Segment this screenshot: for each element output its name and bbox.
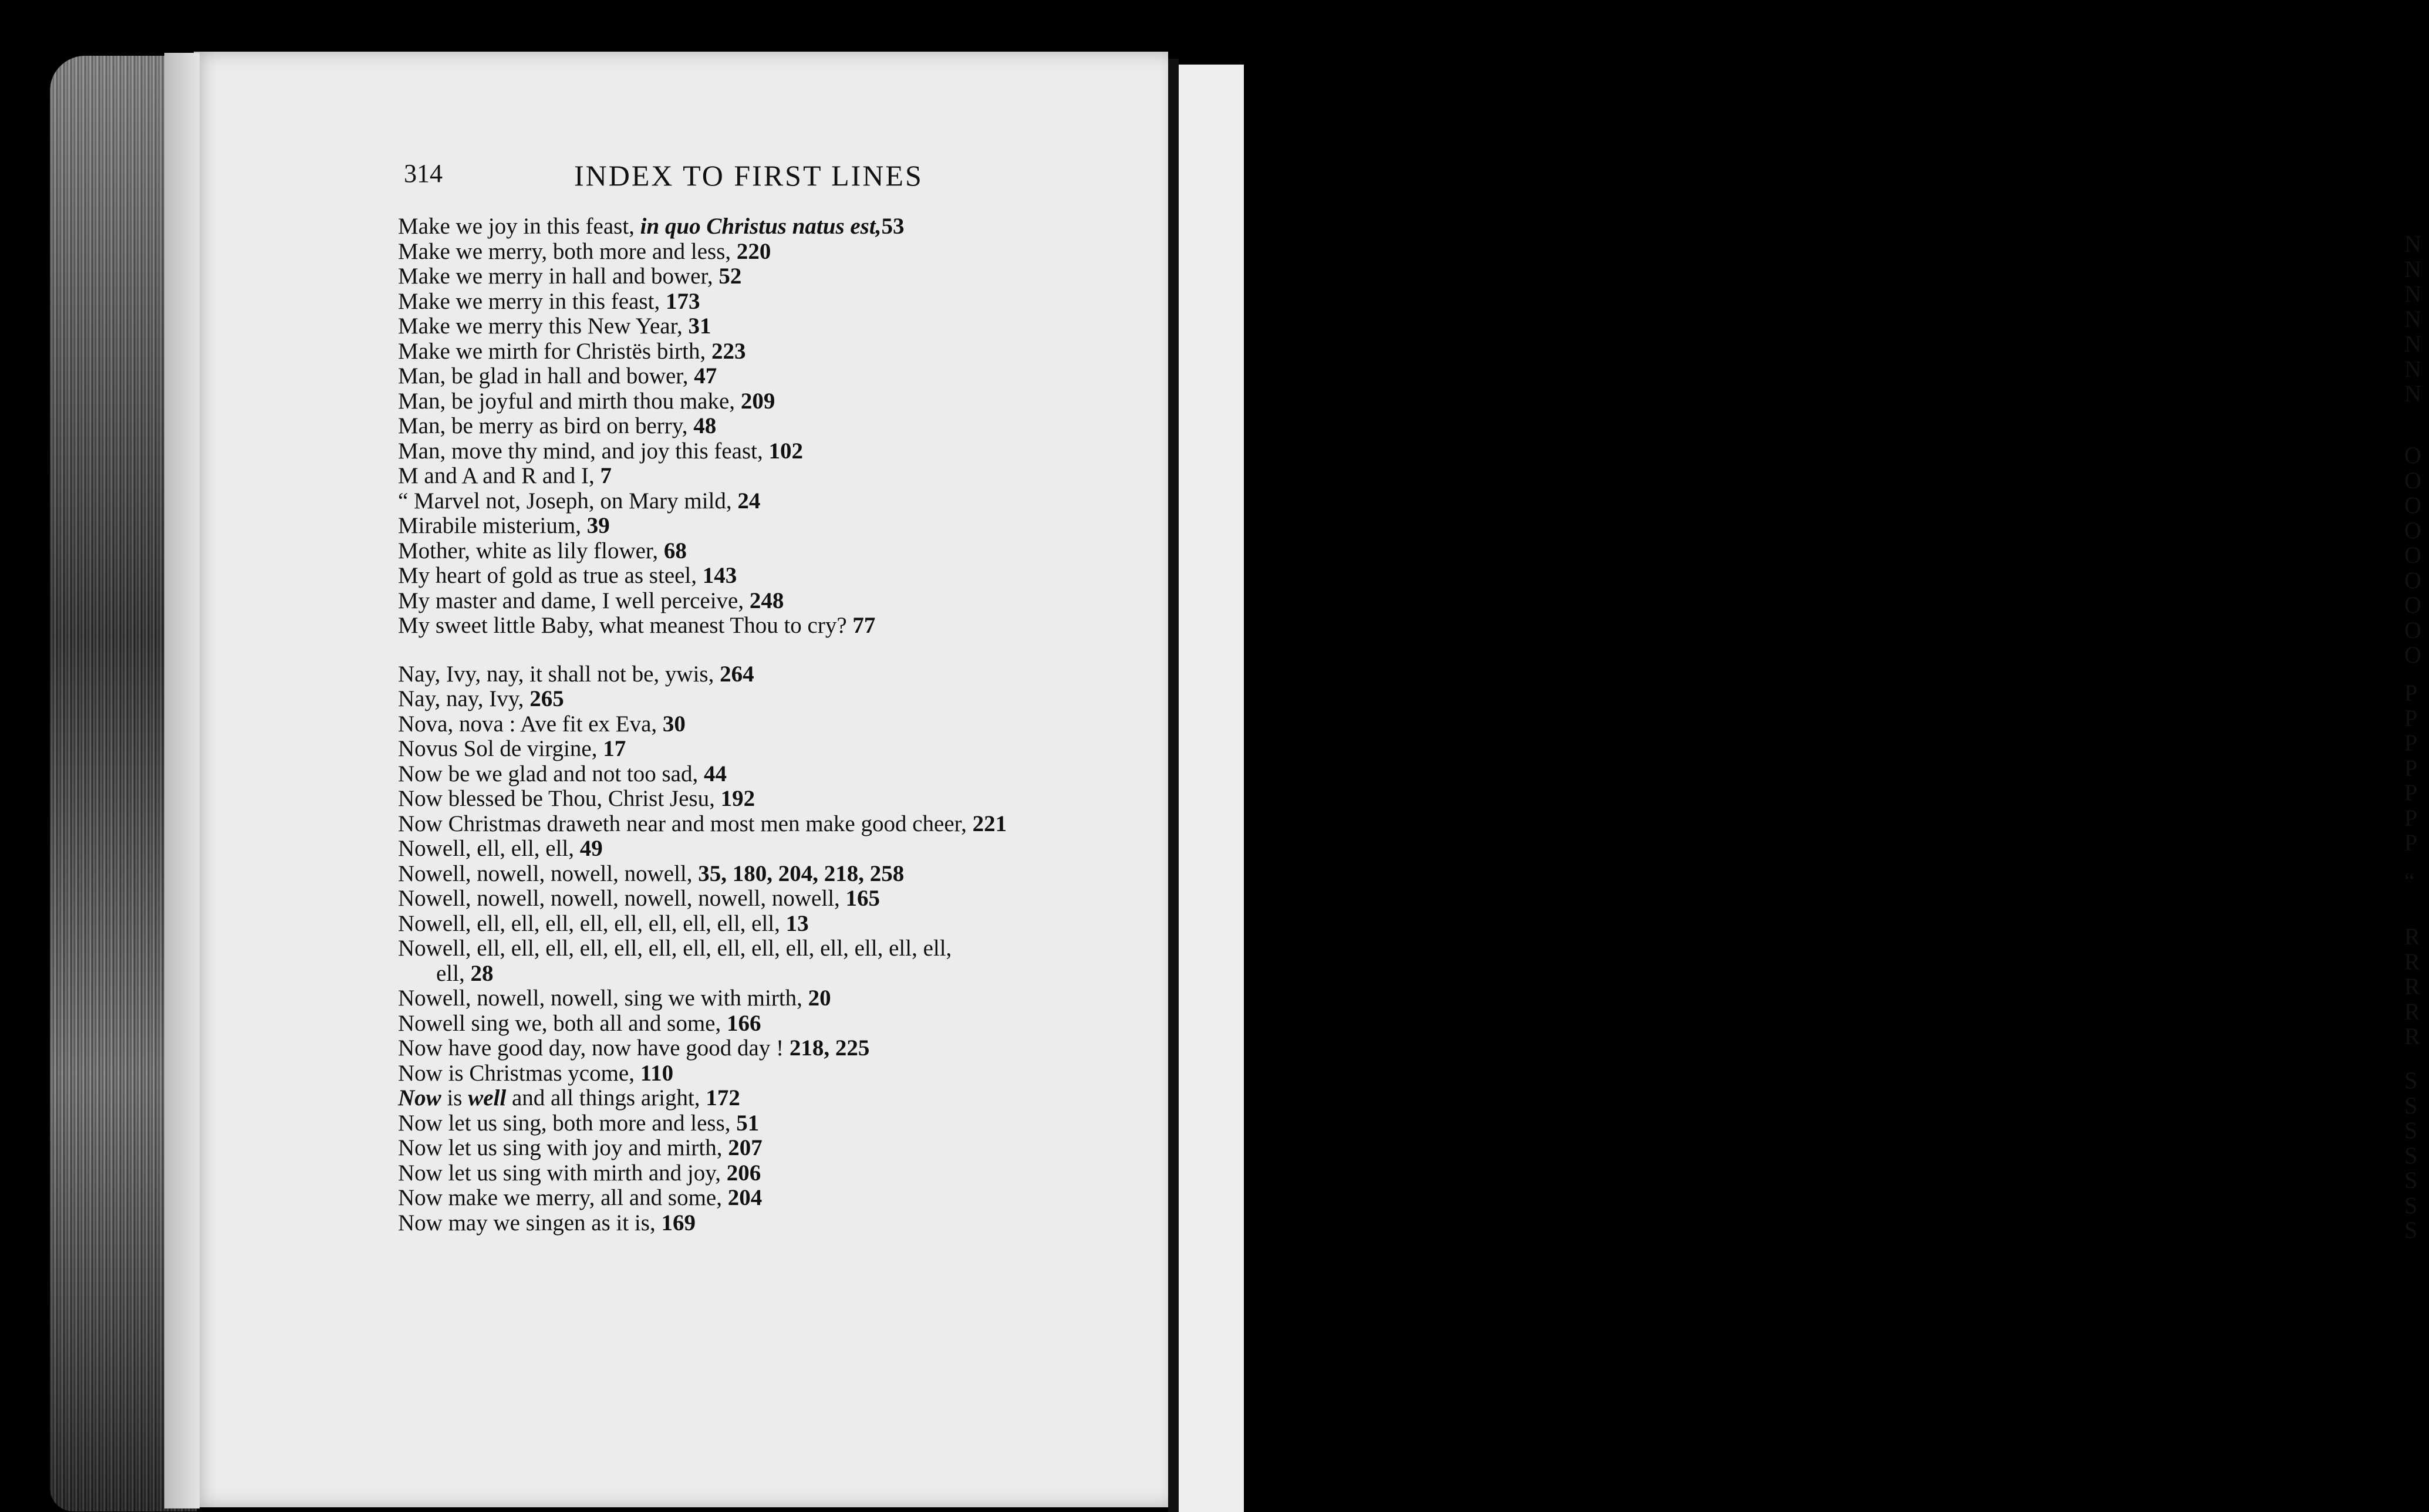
facing-page-initial: P bbox=[2404, 804, 2418, 831]
entry-text: Nova, nova : Ave fit ex Eva, bbox=[398, 711, 663, 737]
entry-text: Make we merry in this feast, bbox=[398, 288, 666, 314]
entry-page-number: 248 bbox=[749, 588, 784, 613]
entry-page-number: 52 bbox=[718, 264, 742, 289]
entry-text: Nowell sing we, both all and some, bbox=[398, 1010, 727, 1036]
facing-page-initial: P bbox=[2404, 704, 2418, 731]
facing-page-initial: P bbox=[2404, 779, 2418, 806]
facing-page-initial: R bbox=[2404, 998, 2420, 1025]
facing-page-initial: P bbox=[2404, 829, 2418, 856]
index-entry bbox=[398, 712, 1132, 737]
index-entry-list bbox=[398, 214, 1132, 1236]
entry-page-number: 165 bbox=[845, 886, 880, 911]
facing-page-initial: P bbox=[2404, 730, 2418, 756]
entry-text: Nowell, nowell, nowell, nowell, bbox=[398, 860, 699, 886]
entry-text: Now may we singen as it is, bbox=[398, 1210, 662, 1236]
entry-page-number: 221 bbox=[972, 811, 1007, 836]
facing-page-initial: P bbox=[2404, 754, 2418, 781]
facing-page-initial: O bbox=[2404, 492, 2421, 518]
index-entry bbox=[398, 539, 1132, 564]
facing-page-initial: S bbox=[2404, 1192, 2418, 1219]
entry-page-number: 44 bbox=[703, 761, 727, 787]
index-entry bbox=[398, 836, 1132, 862]
entry-text: Nowell, nowell, nowell, sing we with mirth, bbox=[398, 986, 808, 1011]
facing-page-initial: N bbox=[2404, 380, 2421, 407]
index-entry bbox=[398, 489, 1132, 514]
entry-text: is bbox=[441, 1085, 468, 1111]
entry-page-number: 264 bbox=[720, 661, 754, 687]
entry-page-number: 173 bbox=[665, 288, 700, 314]
entry-text: My sweet little Baby, what meanest Thou to cry? bbox=[398, 613, 853, 638]
facing-page-initial: O bbox=[2404, 616, 2421, 643]
entry-text: Now blessed be Thou, Christ Jesu, bbox=[398, 786, 721, 811]
index-entry bbox=[398, 1161, 1132, 1186]
facing-page-initial: S bbox=[2404, 1217, 2418, 1243]
entry-page-number: 77 bbox=[852, 613, 876, 638]
index-entry bbox=[398, 936, 1132, 986]
entry-text: Now Christmas draweth near and most men make good cheer, bbox=[398, 811, 973, 836]
facing-page-initial: R bbox=[2404, 973, 2420, 1000]
index-entry bbox=[398, 1086, 1132, 1111]
facing-page-initial: O bbox=[2404, 442, 2421, 468]
entry-text: My master and dame, I well perceive, bbox=[398, 588, 750, 613]
entry-page-number: 35, 180, 204, 218, 258 bbox=[698, 860, 905, 886]
facing-page-initial: S bbox=[2404, 1167, 2418, 1193]
entry-text: Nowell, ell, ell, ell, ell, ell, ell, ell, ell, ell, ell, ell, ell, ell, ell, bbox=[398, 936, 952, 961]
index-entry bbox=[398, 986, 1132, 1011]
entry-italic-text: in quo Christus natus est, bbox=[640, 214, 882, 239]
index-entry bbox=[398, 314, 1132, 339]
facing-page-initial: S bbox=[2404, 1117, 2418, 1143]
entry-text: Now let us sing with joy and mirth, bbox=[398, 1135, 728, 1160]
entry-page-number: 192 bbox=[720, 786, 755, 811]
facing-page-initial: R bbox=[2404, 923, 2420, 950]
index-entry bbox=[398, 214, 1132, 239]
entry-page-number: 13 bbox=[785, 910, 809, 936]
facing-page-initial: R bbox=[2404, 1023, 2420, 1049]
entry-text: Make we mirth for Christës birth, bbox=[398, 338, 711, 364]
index-entry bbox=[398, 414, 1132, 439]
entry-page-number: 220 bbox=[736, 238, 771, 264]
entry-page-number: 209 bbox=[740, 388, 775, 414]
entry-text: Nay, Ivy, nay, it shall not be, ywis, bbox=[398, 661, 720, 687]
entry-text: Now is Christmas ycome, bbox=[398, 1060, 640, 1086]
index-entry bbox=[398, 787, 1132, 812]
index-entry bbox=[398, 264, 1132, 289]
index-entry bbox=[398, 339, 1132, 365]
entry-page-number: 206 bbox=[726, 1160, 761, 1186]
index-entry bbox=[398, 1211, 1132, 1236]
entry-page-number: 204 bbox=[727, 1185, 763, 1210]
index-entry bbox=[398, 1061, 1132, 1086]
index-entry bbox=[398, 1136, 1132, 1161]
entry-page-number: 265 bbox=[529, 686, 564, 711]
index-entry bbox=[398, 762, 1132, 787]
entry-page-number: 51 bbox=[736, 1110, 760, 1136]
index-entry bbox=[398, 1011, 1132, 1037]
entry-page-number: 218, 225 bbox=[789, 1035, 870, 1061]
facing-page bbox=[1179, 65, 2421, 1512]
index-entry bbox=[398, 687, 1132, 712]
facing-page-initial: O bbox=[2404, 642, 2421, 668]
index-entry bbox=[398, 589, 1132, 614]
index-entry bbox=[398, 389, 1132, 414]
entry-text: Novus Sol de virgine, bbox=[398, 736, 603, 761]
entry-text: “ Marvel not, Joseph, on Mary mild, bbox=[398, 488, 738, 514]
entry-page-number: 110 bbox=[640, 1060, 674, 1086]
entry-text: Man, move thy mind, and joy this feast, bbox=[398, 438, 769, 464]
facing-page-initial: O bbox=[2404, 566, 2421, 593]
index-entry bbox=[398, 1111, 1132, 1136]
entry-page-number: 48 bbox=[693, 413, 717, 438]
entry-text: Mother, white as lily flower, bbox=[398, 538, 664, 563]
facing-page-initial: R bbox=[2404, 948, 2420, 975]
entry-text: Now let us sing, both more and less, bbox=[398, 1110, 737, 1136]
entry-italic-text: Now bbox=[398, 1085, 441, 1111]
facing-page-initial: “ bbox=[2404, 868, 2415, 894]
index-entry bbox=[398, 364, 1132, 389]
entry-text: Now make we merry, all and some, bbox=[398, 1185, 728, 1210]
facing-page-initial: O bbox=[2404, 542, 2421, 568]
entry-italic-text: well bbox=[468, 1085, 507, 1111]
entry-page-number: 30 bbox=[662, 711, 686, 737]
entry-page-number: 102 bbox=[768, 438, 804, 464]
entry-page-number: 7 bbox=[600, 463, 612, 488]
index-entry bbox=[398, 862, 1132, 887]
entry-page-number: 166 bbox=[727, 1010, 761, 1036]
entry-text: Man, be joyful and mirth thou make, bbox=[398, 388, 741, 414]
entry-page-number: 207 bbox=[728, 1135, 763, 1160]
page-curl-shadow bbox=[164, 53, 200, 1508]
facing-page-initial: O bbox=[2404, 517, 2421, 544]
entry-page-number: 47 bbox=[694, 363, 717, 389]
entry-text: Make we merry in hall and bower, bbox=[398, 264, 719, 289]
entry-text: Nowell, ell, ell, ell, ell, ell, ell, ell, ell, ell, bbox=[398, 910, 786, 936]
facing-page-initial: S bbox=[2404, 1067, 2418, 1094]
facing-page-initial: S bbox=[2404, 1092, 2418, 1119]
facing-page-initial: S bbox=[2404, 1142, 2418, 1169]
index-entry bbox=[398, 1036, 1132, 1061]
entry-page-number: 39 bbox=[586, 513, 610, 538]
entry-page-number: 49 bbox=[579, 836, 603, 861]
index-entry bbox=[398, 563, 1132, 589]
facing-page-initial: O bbox=[2404, 592, 2421, 618]
entry-text: Nowell, nowell, nowell, nowell, nowell, nowell, bbox=[398, 886, 846, 911]
entry-text: ell, bbox=[436, 960, 471, 986]
index-entry bbox=[398, 514, 1132, 539]
entry-page-number: 143 bbox=[702, 563, 737, 588]
entry-page-number: 53 bbox=[881, 214, 905, 239]
facing-page-initial: P bbox=[2404, 680, 2418, 706]
index-entry bbox=[398, 1186, 1132, 1211]
facing-page-initial: N bbox=[2404, 305, 2421, 332]
index-entry bbox=[398, 812, 1132, 837]
entry-page-number: 17 bbox=[603, 736, 626, 761]
entry-text: Make we joy in this feast, bbox=[398, 214, 640, 239]
page-number: 314 bbox=[404, 159, 443, 188]
page-header-title: INDEX TO FIRST LINES bbox=[574, 159, 923, 192]
entry-page-number: 31 bbox=[688, 313, 711, 339]
entry-page-number: 28 bbox=[470, 960, 494, 986]
facing-page-initial: N bbox=[2404, 355, 2421, 382]
entry-text: Make we merry this New Year, bbox=[398, 313, 689, 339]
entry-text: My heart of gold as true as steel, bbox=[398, 563, 703, 588]
facing-page-initial: N bbox=[2404, 330, 2421, 357]
entry-page-number: 169 bbox=[661, 1210, 696, 1236]
facing-page-initial: N bbox=[2404, 255, 2421, 282]
entry-text: Now have good day, now have good day ! bbox=[398, 1035, 790, 1061]
index-entry bbox=[398, 289, 1132, 315]
entry-page-number: 24 bbox=[737, 488, 761, 514]
entry-text: Now let us sing with mirth and joy, bbox=[398, 1160, 727, 1186]
book-gutter bbox=[1168, 59, 1179, 1512]
entry-text: Now be we glad and not too sad, bbox=[398, 761, 704, 787]
index-entry bbox=[398, 886, 1132, 912]
entry-continuation bbox=[398, 961, 1132, 987]
index-entry bbox=[398, 439, 1132, 464]
entry-text: Man, be glad in hall and bower, bbox=[398, 363, 694, 389]
facing-page-initial: N bbox=[2404, 281, 2421, 307]
index-entry bbox=[398, 613, 1132, 639]
entry-text: Nowell, ell, ell, ell, bbox=[398, 836, 580, 861]
facing-page-initial: N bbox=[2404, 231, 2421, 257]
entry-text: Make we merry, both more and less, bbox=[398, 238, 737, 264]
entry-page-number: 172 bbox=[706, 1085, 740, 1111]
index-entry bbox=[398, 464, 1132, 489]
index-entry bbox=[398, 239, 1132, 265]
entry-page-number: 20 bbox=[808, 986, 831, 1011]
entry-text: Mirabile misterium, bbox=[398, 513, 587, 538]
entry-page-number: 68 bbox=[663, 538, 687, 563]
entry-text: Nay, nay, Ivy, bbox=[398, 686, 530, 711]
facing-page-initial: O bbox=[2404, 467, 2421, 494]
entry-text: M and A and R and I, bbox=[398, 463, 600, 488]
entry-text: and all things aright, bbox=[506, 1085, 706, 1111]
entry-page-number: 223 bbox=[711, 338, 746, 364]
entry-text: Man, be merry as bird on berry, bbox=[398, 413, 694, 438]
index-entry bbox=[398, 662, 1132, 687]
index-entry bbox=[398, 912, 1132, 937]
index-entry bbox=[398, 737, 1132, 762]
